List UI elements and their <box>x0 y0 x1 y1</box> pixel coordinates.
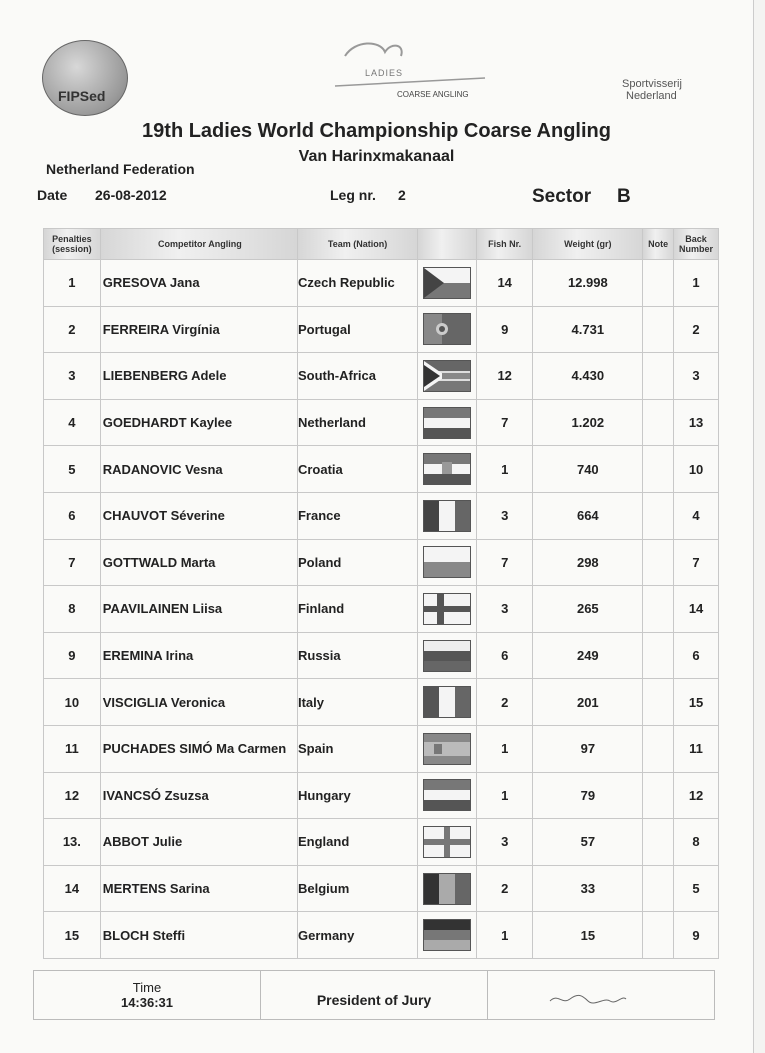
weight-cell: 57 <box>533 819 643 866</box>
col-weight: Weight (gr) <box>533 229 643 260</box>
note-cell <box>643 725 674 772</box>
team-cell: Netherland <box>297 399 417 446</box>
penalties-cell: 3 <box>44 353 101 400</box>
fish-count-cell: 3 <box>476 492 532 539</box>
flag-cell <box>418 260 477 307</box>
date-label: Date <box>37 187 68 203</box>
penalties-cell: 2 <box>44 306 101 353</box>
finland-flag-icon <box>423 593 471 625</box>
flag-cell <box>418 353 477 400</box>
competitor-name-cell: CHAUVOT Séverine <box>100 492 297 539</box>
fish-count-cell: 9 <box>476 306 532 353</box>
back-number-cell: 11 <box>674 725 719 772</box>
poland-flag-icon <box>423 546 471 578</box>
flag-cell <box>418 586 477 633</box>
col-competitor: Competitor Angling <box>100 229 297 260</box>
weight-cell: 4.430 <box>533 353 643 400</box>
penalties-cell: 4 <box>44 399 101 446</box>
spain-flag-icon <box>423 733 471 765</box>
table-row <box>44 399 719 446</box>
team-cell: Germany <box>297 912 417 959</box>
note-cell <box>643 912 674 959</box>
fish-count-cell: 6 <box>476 632 532 679</box>
note-cell <box>643 679 674 726</box>
table-row <box>44 772 719 819</box>
time-value: 14:36:31 <box>120 995 174 1010</box>
col-penalties: Penalties (session) <box>44 229 101 260</box>
penalties-cell: 14 <box>44 865 101 912</box>
competitor-name-cell: FERREIRA Virgínia <box>100 306 297 353</box>
federation-label: Netherland Federation <box>46 161 195 177</box>
flag-cell <box>418 865 477 912</box>
championship-logo-ladies: LADIES <box>365 68 404 78</box>
back-number-cell: 12 <box>674 772 719 819</box>
signature-cell <box>488 971 714 1019</box>
fish-count-cell: 1 <box>476 772 532 819</box>
competitor-name-cell: GRESOVA Jana <box>100 260 297 307</box>
fish-count-cell: 1 <box>476 446 532 493</box>
fish-count-cell: 2 <box>476 679 532 726</box>
flag-cell <box>418 539 477 586</box>
netherland-flag-icon <box>423 407 471 439</box>
back-number-cell: 8 <box>674 819 719 866</box>
table-header-row <box>44 229 719 260</box>
weight-cell: 79 <box>533 772 643 819</box>
team-cell: Poland <box>297 539 417 586</box>
fish-count-cell: 1 <box>476 725 532 772</box>
weight-cell: 265 <box>533 586 643 633</box>
team-cell: South-Africa <box>297 353 417 400</box>
weight-cell: 664 <box>533 492 643 539</box>
table-row <box>44 819 719 866</box>
weight-cell: 249 <box>533 632 643 679</box>
championship-logo <box>325 38 510 100</box>
weight-cell: 33 <box>533 865 643 912</box>
table-row <box>44 865 719 912</box>
date-value: 26-08-2012 <box>95 187 167 203</box>
back-number-cell: 5 <box>674 865 719 912</box>
croatia-flag-icon <box>423 453 471 485</box>
table-row <box>44 679 719 726</box>
leg-label: Leg nr. <box>330 187 376 203</box>
penalties-cell: 12 <box>44 772 101 819</box>
col-fish: Fish Nr. <box>476 229 532 260</box>
page-title: 19th Ladies World Championship Coarse Angling <box>142 120 611 142</box>
fipsed-logo <box>42 40 128 116</box>
flag-cell <box>418 399 477 446</box>
weight-cell: 15 <box>533 912 643 959</box>
table-row <box>44 725 719 772</box>
fish-count-cell: 14 <box>476 260 532 307</box>
results-table <box>43 228 719 959</box>
fish-count-cell: 7 <box>476 539 532 586</box>
flag-cell <box>418 446 477 493</box>
south-africa-flag-icon <box>423 360 471 392</box>
competitor-name-cell: MERTENS Sarina <box>100 865 297 912</box>
back-number-cell: 1 <box>674 260 719 307</box>
penalties-cell: 1 <box>44 260 101 307</box>
penalties-cell: 10 <box>44 679 101 726</box>
fish-count-cell: 3 <box>476 586 532 633</box>
flag-cell <box>418 772 477 819</box>
belgium-flag-icon <box>423 873 471 905</box>
table-row <box>44 260 719 307</box>
penalties-cell: 9 <box>44 632 101 679</box>
team-cell: Hungary <box>297 772 417 819</box>
penalties-cell: 13. <box>44 819 101 866</box>
competitor-name-cell: LIEBENBERG Adele <box>100 353 297 400</box>
back-number-cell: 10 <box>674 446 719 493</box>
jury-signature <box>548 993 628 1005</box>
weight-cell: 12.998 <box>533 260 643 307</box>
flag-cell <box>418 306 477 353</box>
back-number-cell: 6 <box>674 632 719 679</box>
penalties-cell: 11 <box>44 725 101 772</box>
note-cell <box>643 586 674 633</box>
flag-cell <box>418 679 477 726</box>
table-row <box>44 539 719 586</box>
fish-count-cell: 12 <box>476 353 532 400</box>
sector-value: B <box>617 186 631 207</box>
col-team: Team (Nation) <box>297 229 417 260</box>
note-cell <box>643 446 674 493</box>
competitor-name-cell: PAAVILAINEN Liisa <box>100 586 297 633</box>
germany-flag-icon <box>423 919 471 951</box>
competitor-name-cell: IVANCSÓ Zsuzsa <box>100 772 297 819</box>
france-flag-icon <box>423 500 471 532</box>
footer-box <box>33 970 715 1020</box>
note-cell <box>643 306 674 353</box>
flag-cell <box>418 912 477 959</box>
back-number-cell: 14 <box>674 586 719 633</box>
fipsed-logo-emblem <box>42 40 128 116</box>
flag-cell <box>418 725 477 772</box>
team-cell: Czech Republic <box>297 260 417 307</box>
weight-cell: 4.731 <box>533 306 643 353</box>
flag-cell <box>418 819 477 866</box>
team-cell: Italy <box>297 679 417 726</box>
fish-count-cell: 2 <box>476 865 532 912</box>
team-cell: Russia <box>297 632 417 679</box>
weight-cell: 1.202 <box>533 399 643 446</box>
flag-cell <box>418 632 477 679</box>
team-cell: Belgium <box>297 865 417 912</box>
note-cell <box>643 632 674 679</box>
sportvisserij-logo-line1: Sportvisserij <box>622 78 682 90</box>
col-back-number: Back Number <box>674 229 719 260</box>
table-row <box>44 306 719 353</box>
col-note: Note <box>643 229 674 260</box>
note-cell <box>643 492 674 539</box>
table-row <box>44 492 719 539</box>
fish-count-cell: 3 <box>476 819 532 866</box>
table-row <box>44 632 719 679</box>
back-number-cell: 13 <box>674 399 719 446</box>
competitor-name-cell: BLOCH Steffi <box>100 912 297 959</box>
col-flag <box>418 229 477 260</box>
penalties-cell: 6 <box>44 492 101 539</box>
table-row <box>44 586 719 633</box>
competitor-name-cell: RADANOVIC Vesna <box>100 446 297 493</box>
competitor-name-cell: EREMINA Irina <box>100 632 297 679</box>
fipsed-logo-text: FIPSed <box>58 88 106 104</box>
championship-logo-coarse: COARSE ANGLING <box>397 90 469 99</box>
italy-flag-icon <box>423 686 471 718</box>
team-cell: Finland <box>297 586 417 633</box>
time-label: Time <box>132 980 162 995</box>
penalties-cell: 5 <box>44 446 101 493</box>
competitor-name-cell: ABBOT Julie <box>100 819 297 866</box>
footer-time-cell <box>34 971 261 1019</box>
weight-cell: 298 <box>533 539 643 586</box>
competitor-name-cell: GOTTWALD Marta <box>100 539 297 586</box>
england-flag-icon <box>423 826 471 858</box>
note-cell <box>643 399 674 446</box>
team-cell: Portugal <box>297 306 417 353</box>
competitor-name-cell: GOEDHARDT Kaylee <box>100 399 297 446</box>
back-number-cell: 7 <box>674 539 719 586</box>
back-number-cell: 9 <box>674 912 719 959</box>
table-row <box>44 912 719 959</box>
team-cell: Croatia <box>297 446 417 493</box>
table-row <box>44 353 719 400</box>
competitor-name-cell: PUCHADES SIMÓ Ma Carmen <box>100 725 297 772</box>
president-of-jury-label: President of Jury <box>261 971 488 1019</box>
penalties-cell: 15 <box>44 912 101 959</box>
penalties-cell: 7 <box>44 539 101 586</box>
flag-cell <box>418 492 477 539</box>
team-cell: Spain <box>297 725 417 772</box>
note-cell <box>643 819 674 866</box>
russia-flag-icon <box>423 640 471 672</box>
back-number-cell: 4 <box>674 492 719 539</box>
fish-count-cell: 7 <box>476 399 532 446</box>
back-number-cell: 15 <box>674 679 719 726</box>
czech-flag-icon <box>423 267 471 299</box>
table-row <box>44 446 719 493</box>
sector-label: Sector <box>532 186 592 207</box>
note-cell <box>643 865 674 912</box>
leg-value: 2 <box>398 187 406 203</box>
note-cell <box>643 772 674 819</box>
sportvisserij-logo-line2: Nederland <box>626 90 677 102</box>
note-cell <box>643 539 674 586</box>
back-number-cell: 2 <box>674 306 719 353</box>
page-subtitle: Van Harinxmakanaal <box>298 148 455 165</box>
weight-cell: 97 <box>533 725 643 772</box>
back-number-cell: 3 <box>674 353 719 400</box>
fish-count-cell: 1 <box>476 912 532 959</box>
portugal-flag-icon <box>423 313 471 345</box>
weight-cell: 740 <box>533 446 643 493</box>
team-cell: England <box>297 819 417 866</box>
note-cell <box>643 260 674 307</box>
hungary-flag-icon <box>423 779 471 811</box>
weight-cell: 201 <box>533 679 643 726</box>
sportvisserij-logo <box>622 78 702 102</box>
note-cell <box>643 353 674 400</box>
competitor-name-cell: VISCIGLIA Veronica <box>100 679 297 726</box>
team-cell: France <box>297 492 417 539</box>
penalties-cell: 8 <box>44 586 101 633</box>
